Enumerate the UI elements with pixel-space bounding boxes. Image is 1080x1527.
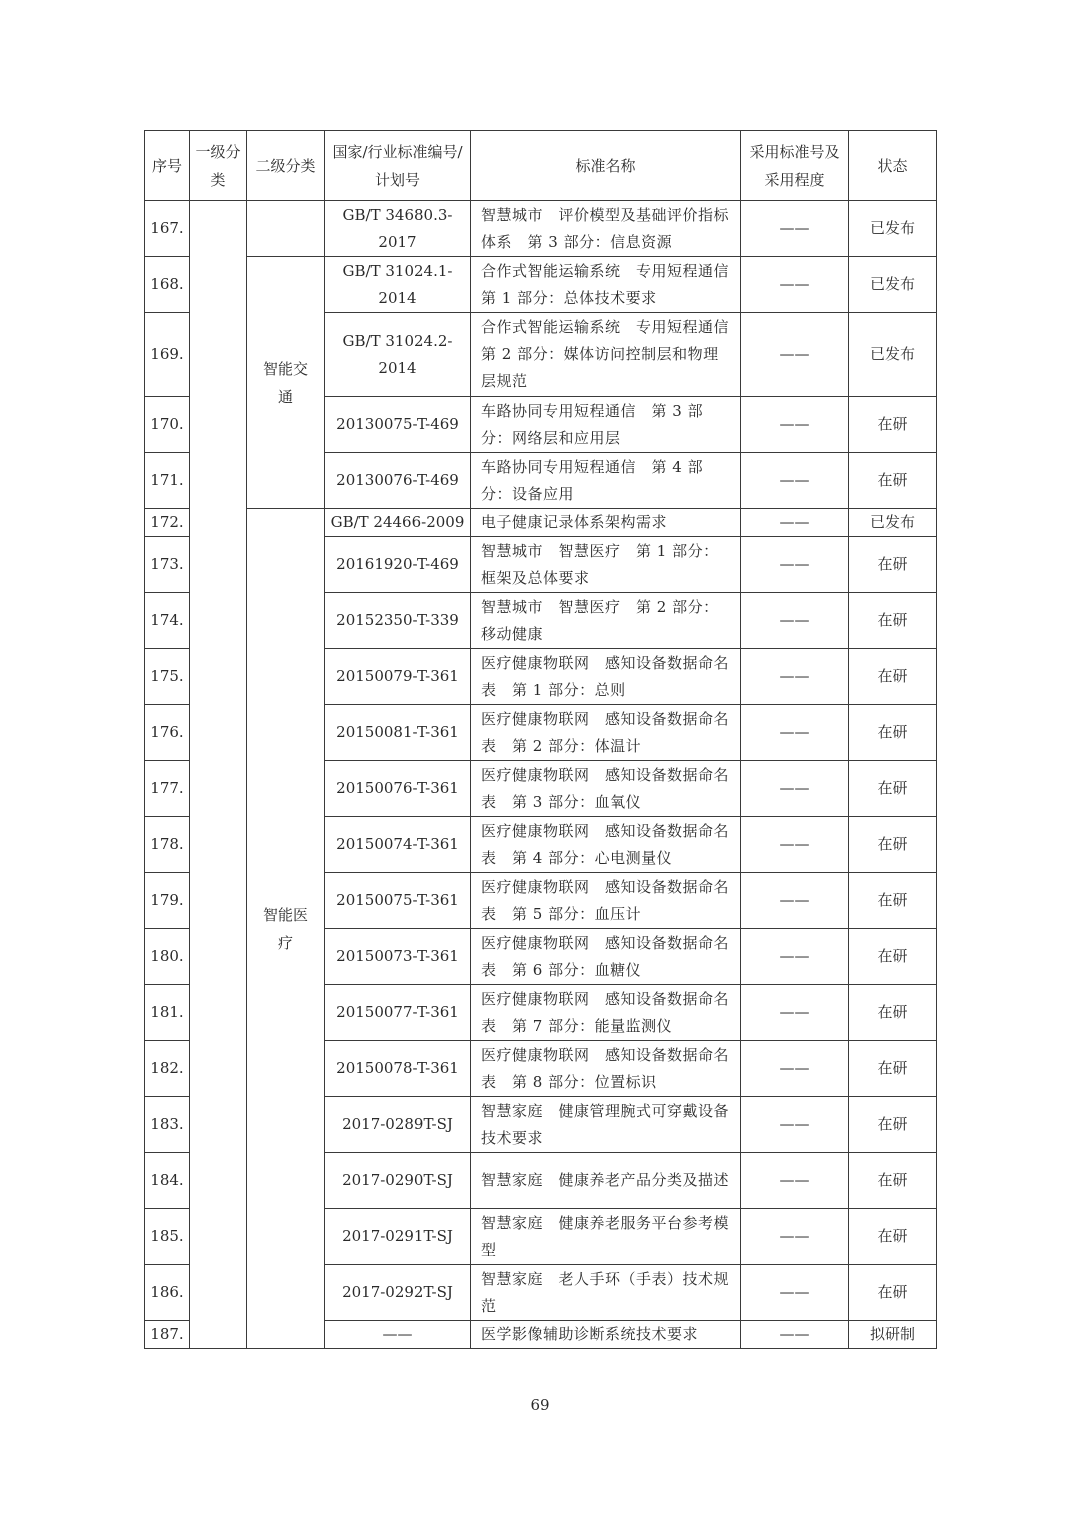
row-status: 在研 [849,649,937,705]
row-status: 已发布 [849,257,937,313]
row-no: 184. [145,1153,190,1209]
row-adopt: —— [741,761,849,817]
row-adopt: —— [741,1153,849,1209]
header-cat2: 二级分类 [247,131,325,201]
header-status: 状态 [849,131,937,201]
row-adopt: —— [741,985,849,1041]
row-no: 173. [145,537,190,593]
row-code: 20150078-T-361 [325,1041,471,1097]
row-code: 20152350-T-339 [325,593,471,649]
table-row [145,201,937,257]
row-code: 20150081-T-361 [325,705,471,761]
row-name: 电子健康记录体系架构需求 [471,509,741,537]
row-code: 20161920-T-469 [325,537,471,593]
row-no: 183. [145,1097,190,1153]
header-cat1: 一级分类 [190,131,247,201]
row-adopt: —— [741,1097,849,1153]
table-header-row [145,131,937,201]
row-name: 医疗健康物联网 感知设备数据命名表 第 4 部分：心电测量仪 [471,817,741,873]
row-adopt: —— [741,453,849,509]
row-adopt: —— [741,817,849,873]
row-no: 176. [145,705,190,761]
row-code: 20150079-T-361 [325,649,471,705]
header-adopt: 采用标准号及采用程度 [741,131,849,201]
row-name: 医疗健康物联网 感知设备数据命名表 第 8 部分：位置标识 [471,1041,741,1097]
row-no: 185. [145,1209,190,1265]
row-no: 172. [145,509,190,537]
table-row [145,509,937,537]
row-no: 178. [145,817,190,873]
row-code: 2017-0290T-SJ [325,1153,471,1209]
row-code: GB/T 31024.1-2014 [325,257,471,313]
row-status: 在研 [849,537,937,593]
row-adopt: —— [741,201,849,257]
header-no: 序号 [145,131,190,201]
row-no: 174. [145,593,190,649]
row-code: GB/T 24466-2009 [325,509,471,537]
row-adopt: —— [741,649,849,705]
row-status: 在研 [849,453,937,509]
row-code: 20150074-T-361 [325,817,471,873]
header-name: 标准名称 [471,131,741,201]
row-adopt: —— [741,397,849,453]
row-status: 在研 [849,761,937,817]
row-no: 169. [145,313,190,397]
row-adopt: —— [741,1209,849,1265]
row-name: 医疗健康物联网 感知设备数据命名表 第 1 部分：总则 [471,649,741,705]
row-no: 177. [145,761,190,817]
row-code: 20130076-T-469 [325,453,471,509]
cat1-cell [190,201,247,1349]
row-name: 智慧城市 智慧医疗 第 1 部分：框架及总体要求 [471,537,741,593]
row-adopt: —— [741,593,849,649]
row-status: 已发布 [849,509,937,537]
row-adopt: —— [741,873,849,929]
row-no: 175. [145,649,190,705]
row-name: 合作式智能运输系统 专用短程通信 第 2 部分：媒体访问控制层和物理层规范 [471,313,741,397]
row-code: 20150077-T-361 [325,985,471,1041]
row-name: 智慧家庭 健康养老产品分类及描述 [471,1153,741,1209]
row-name: 智慧家庭 老人手环（手表）技术规范 [471,1265,741,1321]
row-name: 医疗健康物联网 感知设备数据命名表 第 7 部分：能量监测仪 [471,985,741,1041]
row-code: 20150076-T-361 [325,761,471,817]
row-no: 186. [145,1265,190,1321]
row-no: 179. [145,873,190,929]
row-adopt: —— [741,1321,849,1349]
row-status: 已发布 [849,201,937,257]
row-status: 在研 [849,1265,937,1321]
row-name: 车路协同专用短程通信 第 4 部分：设备应用 [471,453,741,509]
standards-table [144,130,937,1349]
row-code: GB/T 31024.2-2014 [325,313,471,397]
row-status: 在研 [849,1153,937,1209]
row-name: 医学影像辅助诊断系统技术要求 [471,1321,741,1349]
row-code: —— [325,1321,471,1349]
row-status: 在研 [849,1209,937,1265]
row-no: 171. [145,453,190,509]
row-status: 在研 [849,1041,937,1097]
row-status: 在研 [849,397,937,453]
row-status: 已发布 [849,313,937,397]
row-name: 医疗健康物联网 感知设备数据命名表 第 5 部分：血压计 [471,873,741,929]
page-number: 69 [530,1396,550,1414]
cat2-cell-empty [247,201,325,257]
row-name: 智慧城市 智慧医疗 第 2 部分：移动健康 [471,593,741,649]
row-status: 在研 [849,593,937,649]
table-row [145,257,937,313]
row-status: 拟研制 [849,1321,937,1349]
row-status: 在研 [849,817,937,873]
row-status: 在研 [849,705,937,761]
row-no: 170. [145,397,190,453]
row-no: 187. [145,1321,190,1349]
row-status: 在研 [849,1097,937,1153]
row-name: 合作式智能运输系统 专用短程通信 第 1 部分：总体技术要求 [471,257,741,313]
row-adopt: —— [741,705,849,761]
cat2-medical: 智能医疗 [247,509,325,1349]
row-code: 2017-0292T-SJ [325,1265,471,1321]
row-no: 182. [145,1041,190,1097]
row-name: 医疗健康物联网 感知设备数据命名表 第 6 部分：血糖仪 [471,929,741,985]
row-adopt: —— [741,1265,849,1321]
row-code: 20130075-T-469 [325,397,471,453]
row-adopt: —— [741,929,849,985]
header-code: 国家/行业标准编号/计划号 [325,131,471,201]
row-code: 2017-0291T-SJ [325,1209,471,1265]
row-status: 在研 [849,985,937,1041]
row-adopt: —— [741,509,849,537]
row-adopt: —— [741,257,849,313]
row-status: 在研 [849,929,937,985]
row-adopt: —— [741,313,849,397]
row-code: GB/T 34680.3-2017 [325,201,471,257]
row-no: 181. [145,985,190,1041]
row-adopt: —— [741,1041,849,1097]
row-no: 180. [145,929,190,985]
row-name: 医疗健康物联网 感知设备数据命名表 第 2 部分：体温计 [471,705,741,761]
row-adopt: —— [741,537,849,593]
row-code: 20150075-T-361 [325,873,471,929]
row-name: 智慧家庭 健康管理腕式可穿戴设备技术要求 [471,1097,741,1153]
row-name: 医疗健康物联网 感知设备数据命名表 第 3 部分：血氧仪 [471,761,741,817]
row-code: 20150073-T-361 [325,929,471,985]
row-status: 在研 [849,873,937,929]
row-no: 167. [145,201,190,257]
row-no: 168. [145,257,190,313]
row-name: 智慧家庭 健康养老服务平台参考模型 [471,1209,741,1265]
row-name: 智慧城市 评价模型及基础评价指标体系 第 3 部分：信息资源 [471,201,741,257]
row-name: 车路协同专用短程通信 第 3 部分：网络层和应用层 [471,397,741,453]
row-code: 2017-0289T-SJ [325,1097,471,1153]
cat2-traffic: 智能交通 [247,257,325,509]
